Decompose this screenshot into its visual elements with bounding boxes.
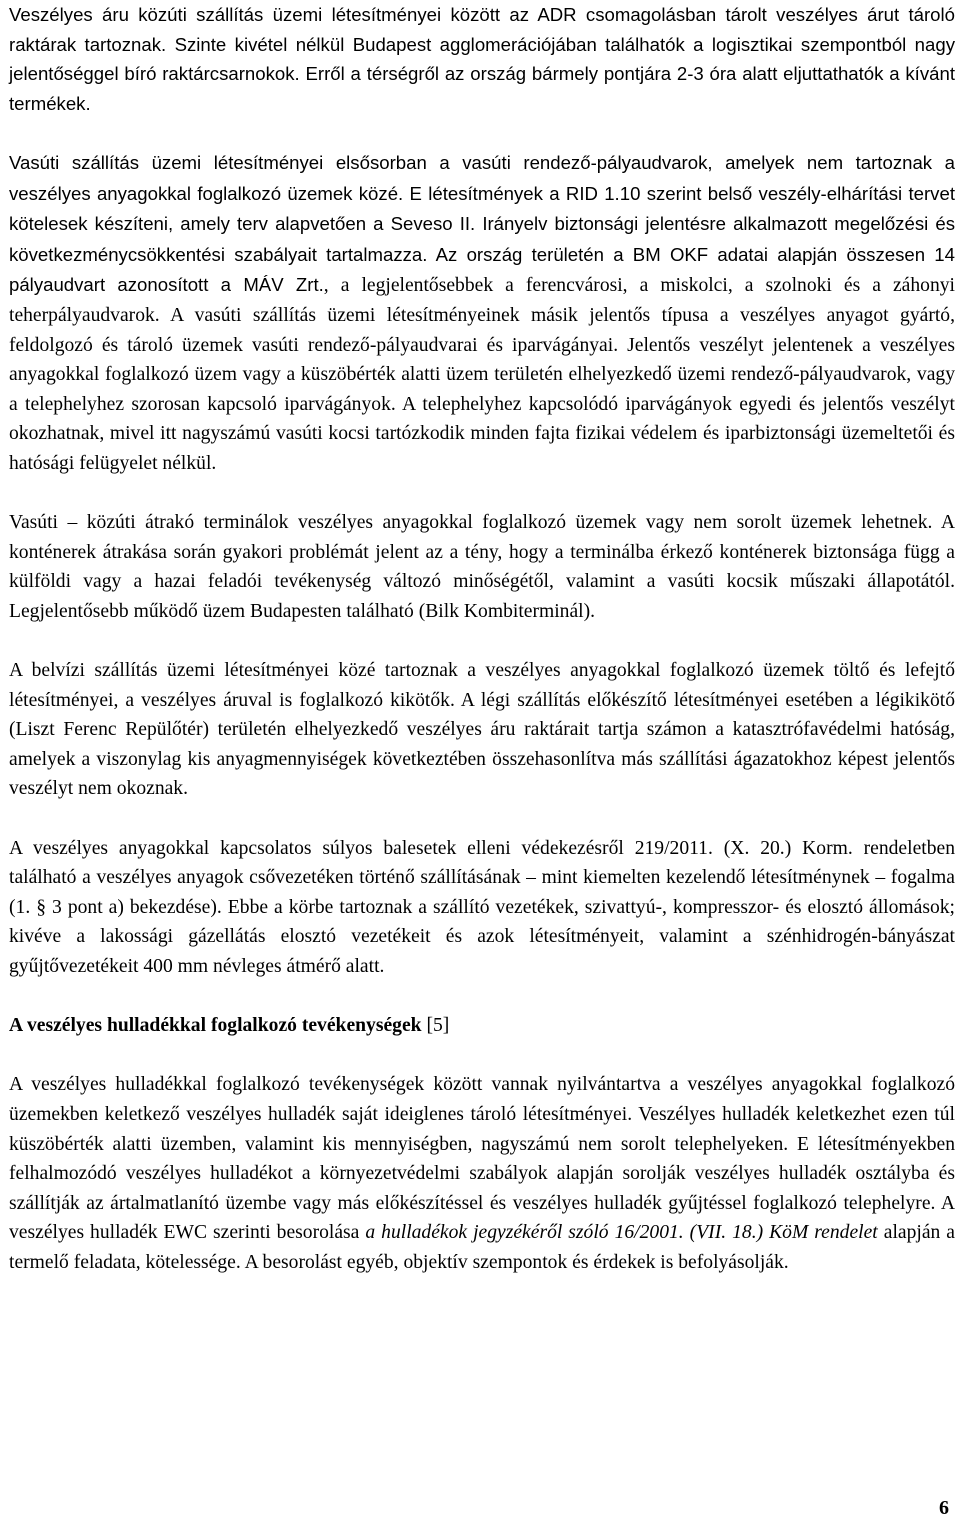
paragraph-text: Veszélyes áru közúti szállítás üzemi létesítményei között az ADR csomagolásban tárolt veszélyes árut tároló raktárak tartoznak. Szinte kivétel nélkül Budapest agglomerációjában találhatók a logisztikai szempontból nagy jelentőséggel bíró raktárcsarnokok. Erről a térségről az ország bármely pontjára 2-3 óra alatt eljuttathatók a kívánt termékek.	[9, 4, 955, 114]
paragraph-gap	[9, 626, 955, 656]
page-number: 6	[939, 1497, 949, 1519]
paragraph-inland-air-transport	[9, 656, 955, 804]
paragraph-rail-road-terminals	[9, 508, 955, 626]
paragraph-text-end: alapján a termelő feladata, kötelessége. A besorolást egyéb, objektív szempontok és érdekek is befolyásolják.	[9, 1222, 956, 1273]
paragraph-gap	[9, 982, 955, 1012]
regulation-citation: a hulladékok jegyzékéről szóló 16/2001. (VII. 18.) KöM rendelet	[365, 1222, 878, 1244]
paragraph-text-sans: Vasúti szállítás üzemi létesítményei elsősorban a vasúti rendező-pályaudvarok, amelyek nem tartoznak a veszélyes anyagokkal foglalkozó üzemek közé. E létesítmények a RID 1.10 szerint belső veszély-elhárítási tervet kötelesek készíteni, amely terv alapvetően a Seveso II. Irányelv biztonsági jelentésre alkalmazott megelőzési és következménycsökkentési szabályait tartalmazza. Az ország területén a BM OKF adatai alapján összesen 14 pályaudvart azonosított a MÁV Zrt.	[9, 151, 955, 296]
paragraph-gap	[9, 1041, 955, 1071]
paragraph-gap	[9, 804, 955, 834]
paragraph-text: Vasúti – közúti átrakó terminálok veszélyes anyagokkal foglalkozó üzemek vagy nem sorolt üzemek lehetnek. A konténerek átrakása során gyakori problémát jelent az a tény, hogy a terminálba érkező konténerek biztonsága függ a külföldi vagy a hazai feladói tevékenység változó minőségétől, valamint a vasúti kocsik műszaki állapotától. Legjelentősebb működő üzem Budapesten található (Bilk Kombiterminál).	[9, 512, 955, 622]
paragraph-text: A belvízi szállítás üzemi létesítményei közé tartoznak a veszélyes anyagokkal foglalkozó üzemek töltő és lefejtő létesítményei, a veszélyes áruval is foglalkozó kikötők. A légi szállítás előkészítő létesítményei esetében a légikikötő (Liszt Ferenc Repülőtér) területén elhelyezkedő veszélyes áru raktárait tartja számon a katasztrófavédelmi hatóság, amelyek a viszonylag kis anyagmennyiségek következtében összehasonlítva más szállítási ágazatokhoz képest jelentős veszélyt nem okoznak.	[9, 660, 955, 800]
paragraph-gap	[9, 118, 955, 148]
document-page	[9, 0, 955, 1278]
paragraph-pipeline-transport	[9, 834, 955, 982]
paragraph-road-transport	[9, 0, 955, 118]
section-heading-reference: [5]	[426, 1015, 450, 1037]
paragraph-text-serif: , a legjelentősebbek a ferencvárosi, a miskolci, a szolnoki és a záhonyi teherpályaudvarok. A vasúti szállítás üzemi létesítményeinek másik jelentős típusa a veszélyes anyagot gyártó, feldolgozó és tároló üzemek vasúti rendező-pályaudvarai és iparvágányai. Jelentős veszélyt jelentenek a veszélyes anyagokkal foglalkozó üzem vagy a küszöbérték alatti üzem területén elhelyezkedő üzemi rendező-pályaudvarok, vagy a telephelyhez szorosan kapcsoló iparvágányok. A telephelyhez kapcsolódó iparvágányok egyedi és jelentős veszélyt okozhatnak, mivel itt nagyszámú vasúti kocsi tartózkodik minden fajta fizikai védelem és iparbiztonsági üzemeltetői és hatósági felügyelet nélkül.	[9, 275, 955, 474]
section-heading-text: A veszélyes hulladékkal foglalkozó tevékenységek	[9, 1015, 422, 1037]
section-heading	[9, 1011, 955, 1041]
paragraph-text: A veszélyes anyagokkal kapcsolatos súlyos balesetek elleni védekezésről 219/2011. (X. 20.) Korm. rendeletben található a veszélyes anyagok csővezetéken történő szállításának – mint kiemelten kezelendő létesítménynek – fogalma (1. § 3 pont a) bekezdése). Ebbe a körbe tartoznak a szállító vezetékek, szivattyú-, kompresszor- és elosztó állomások; kivéve a lakossági gázellátás elosztó vezetékeit és azok létesítményeit, valamint a szénhidrogén-bányászat gyűjtővezetékeit 400 mm névleges átmérő alatt.	[9, 837, 955, 977]
paragraph-gap	[9, 479, 955, 509]
paragraph-hazardous-waste	[9, 1070, 955, 1277]
paragraph-rail-transport	[9, 148, 955, 479]
paragraph-text: A veszélyes hulladékkal foglalkozó tevékenységek között vannak nyilvántartva a veszélyes anyagokkal foglalkozó üzemekben keletkező veszélyes hulladék saját ideiglenes tároló létesítményei. Veszélyes hulladék keletkezhet ezen túl küszöbérték alatti üzemben, valamint kis mennyiségben, nagyszámú nem sorolt telephelyeken. E létesítményekben felhalmozódó veszélyes hulladékot a környezetvédelmi szabályok alapján sorolják veszélyes hulladék osztályba és szállítják az ártalmatlanító üzembe vagy más előkészítéssel és veszélyes hulladék gyűjtéssel foglalkozó telephelyre. A veszélyes hulladék EWC szerinti besorolása	[9, 1074, 955, 1244]
